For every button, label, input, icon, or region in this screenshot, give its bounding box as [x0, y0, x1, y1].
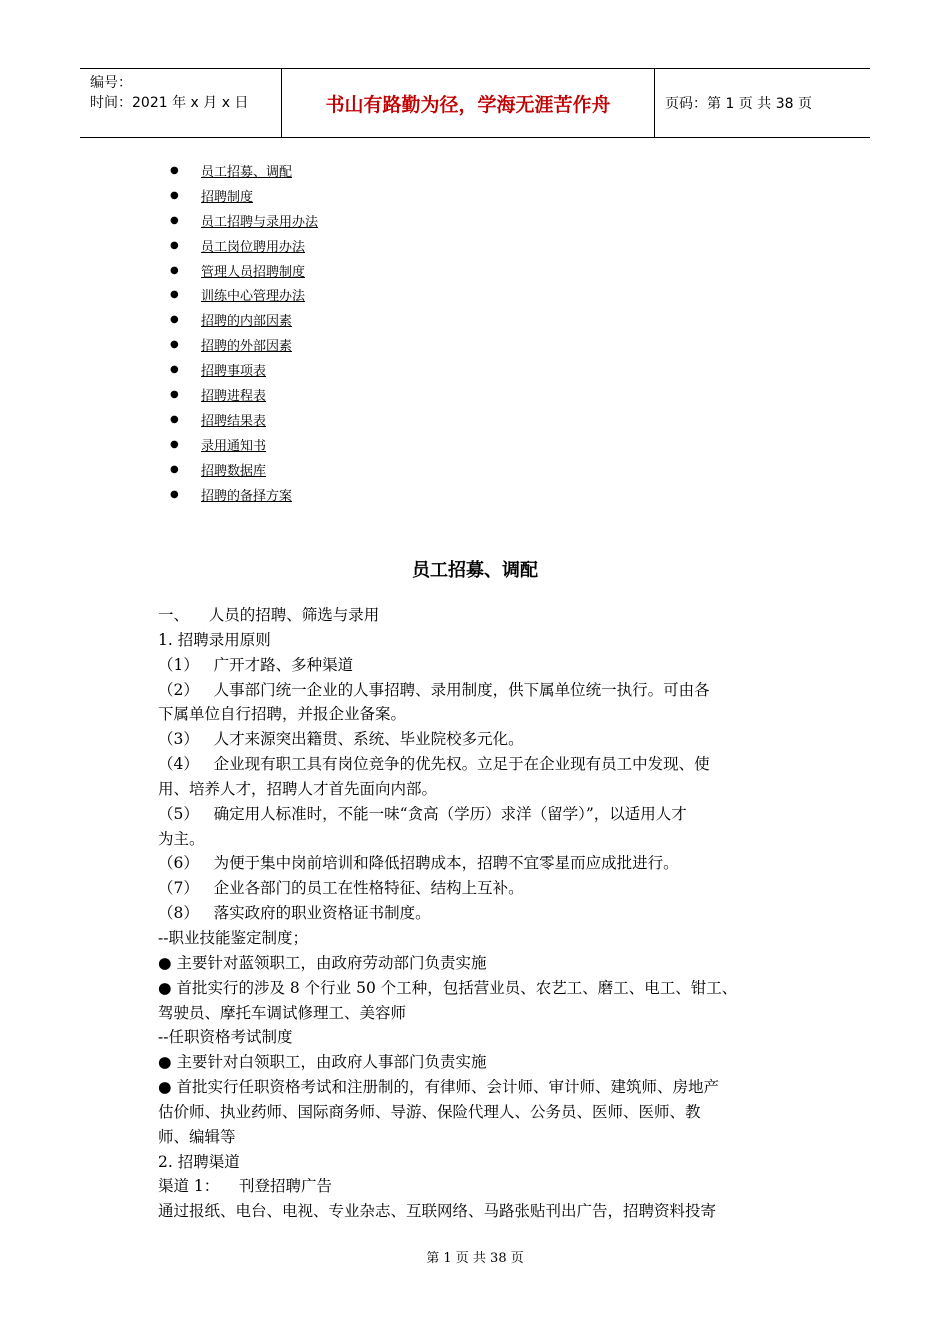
body-line: 下属单位自行招聘，并报企业备案。	[158, 705, 407, 724]
bullet-icon: ●	[170, 239, 179, 251]
toc-link[interactable]: 招聘结果表	[201, 413, 267, 429]
body-line: （2） 人事部门统一企业的人事招聘、录用制度，供下属单位统一执行。可由各	[158, 680, 710, 699]
body-line: （6） 为便于集中岗前培训和降低招聘成本，招聘不宜零星而应成批进行。	[158, 854, 679, 873]
bullet-icon: ●	[170, 189, 179, 201]
toc-link[interactable]: 员工岗位聘用办法	[201, 239, 306, 255]
body-line: --任职资格考试制度	[158, 1028, 293, 1047]
toc-item	[170, 183, 318, 208]
toc-item	[170, 482, 318, 507]
body-line: --职业技能鉴定制度；	[158, 928, 308, 947]
toc-item	[170, 407, 318, 432]
body-line: 为主。	[158, 829, 205, 848]
document-body	[158, 603, 798, 1224]
body-line: （5） 确定用人标准时，不能一味“贪高（学历）求洋（留学）”，以适用人才	[158, 804, 687, 823]
body-line: ● 主要针对蓝领职工，由政府劳动部门负责实施	[158, 953, 487, 972]
toc-link[interactable]: 招聘数据库	[201, 463, 267, 479]
toc-item	[170, 258, 318, 283]
toc-link[interactable]: 员工招聘与录用办法	[201, 214, 319, 230]
body-line: （7） 企业各部门的员工在性格特征、结构上互补。	[158, 879, 524, 898]
body-line: 渠道 1： 刊登招聘广告	[158, 1177, 332, 1196]
toc-link[interactable]: 招聘的备择方案	[201, 488, 293, 504]
section-title: 员工招募、调配	[412, 560, 538, 581]
page-header	[80, 68, 870, 138]
toc-item	[170, 208, 318, 233]
body-line: ● 首批实行的涉及 8 个行业 50 个工种，包括营业员、农艺工、磨工、电工、钳工、	[158, 978, 738, 997]
toc-link[interactable]: 员工招募、调配	[201, 164, 293, 180]
body-line: ● 首批实行任职资格考试和注册制的，有律师、会计师、审计师、建筑师、房地产	[158, 1078, 719, 1097]
toc-item	[170, 158, 318, 183]
toc-item	[170, 432, 318, 457]
table-of-contents	[170, 158, 318, 506]
toc-item	[170, 282, 318, 307]
body-line: （1） 广开才路、多种渠道	[158, 655, 354, 674]
bullet-icon: ●	[170, 314, 179, 326]
bullet-icon: ●	[170, 364, 179, 376]
page-footer: 第 1 页 共 38 页	[426, 1251, 524, 1266]
bullet-icon: ●	[170, 214, 179, 226]
toc-link[interactable]: 招聘的外部因素	[201, 339, 293, 355]
toc-item	[170, 457, 318, 482]
bullet-icon: ●	[170, 463, 179, 475]
body-line: （8） 落实政府的职业资格证书制度。	[158, 904, 431, 923]
body-line: 驾驶员、摩托车调试修理工、美容师	[158, 1003, 407, 1022]
toc-item	[170, 233, 318, 258]
toc-link[interactable]: 录用通知书	[201, 438, 267, 454]
bullet-icon: ●	[170, 264, 179, 276]
toc-item	[170, 332, 318, 357]
bullet-icon: ●	[170, 339, 179, 351]
toc-link[interactable]: 招聘制度	[201, 189, 254, 205]
bullet-icon: ●	[170, 388, 179, 400]
toc-item	[170, 307, 318, 332]
body-line: （4） 企业现有职工具有岗位竞争的优先权。立足于在企业现有员工中发现、使	[158, 755, 710, 774]
toc-link[interactable]: 招聘进程表	[201, 388, 267, 404]
header-meta	[80, 69, 282, 137]
header-motto: 书山有路勤为径，学海无涯苦作舟	[282, 69, 655, 137]
document-date-label: 时间：2021 年 x 月 x 日	[90, 95, 249, 111]
body-line: 2. 招聘渠道	[158, 1152, 240, 1171]
bullet-icon: ●	[170, 413, 179, 425]
body-line: 估价师、执业药师、国际商务师、导游、保险代理人、公务员、医师、医师、教	[158, 1102, 701, 1121]
bullet-icon: ●	[170, 289, 179, 301]
toc-link[interactable]: 招聘事项表	[201, 364, 267, 380]
bullet-icon: ●	[170, 488, 179, 500]
toc-item	[170, 382, 318, 407]
toc-link[interactable]: 招聘的内部因素	[201, 314, 293, 330]
bullet-icon: ●	[170, 438, 179, 450]
body-line: 师、编辑等	[158, 1127, 236, 1146]
body-line: 1. 招聘录用原则	[158, 630, 271, 649]
bullet-icon: ●	[170, 164, 179, 176]
body-line: 通过报纸、电台、电视、专业杂志、互联网络、马路张贴刊出广告，招聘资料投寄	[158, 1202, 717, 1221]
toc-link[interactable]: 训练中心管理办法	[201, 289, 306, 305]
body-line: （3） 人才来源突出籍贯、系统、毕业院校多元化。	[158, 730, 524, 749]
header-page-number: 页码：第 1 页 共 38 页	[665, 96, 812, 112]
toc-link[interactable]: 管理人员招聘制度	[201, 264, 306, 280]
body-line: 用、培养人才，招聘人才首先面向内部。	[158, 779, 438, 798]
document-number-label: 编号：	[90, 75, 132, 91]
body-line: ● 主要针对白领职工，由政府人事部门负责实施	[158, 1053, 487, 1072]
body-line: 一、 人员的招聘、筛选与录用	[158, 606, 380, 624]
toc-item	[170, 357, 318, 382]
